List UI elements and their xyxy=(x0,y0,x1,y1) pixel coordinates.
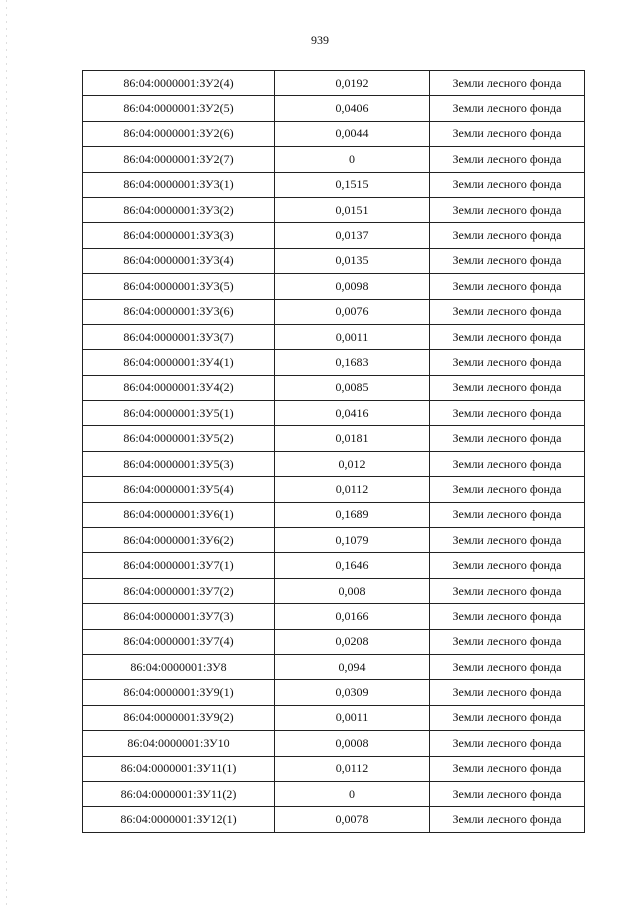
table-row xyxy=(83,375,585,400)
table-row xyxy=(83,578,585,603)
table-row xyxy=(83,71,585,96)
area-cell: 0,0076 xyxy=(275,299,430,324)
cadastral-number-cell: 86:04:0000001:ЗУ12(1) xyxy=(83,807,275,832)
area-cell: 0 xyxy=(275,781,430,806)
area-cell: 0,0166 xyxy=(275,604,430,629)
cadastral-number-cell: 86:04:0000001:ЗУ3(2) xyxy=(83,197,275,222)
cadastral-number-cell: 86:04:0000001:ЗУ3(1) xyxy=(83,172,275,197)
cadastral-number-cell: 86:04:0000001:ЗУ3(7) xyxy=(83,324,275,349)
table-body xyxy=(83,71,585,833)
cadastral-number-cell: 86:04:0000001:ЗУ5(3) xyxy=(83,451,275,476)
area-cell: 0 xyxy=(275,147,430,172)
land-category-cell: Земли лесного фонда xyxy=(430,401,585,426)
table-row xyxy=(83,781,585,806)
table-row xyxy=(83,121,585,146)
cadastral-number-cell: 86:04:0000001:ЗУ3(3) xyxy=(83,223,275,248)
land-plots-table xyxy=(82,70,585,833)
table-row xyxy=(83,654,585,679)
area-cell: 0,012 xyxy=(275,451,430,476)
cadastral-number-cell: 86:04:0000001:ЗУ2(5) xyxy=(83,96,275,121)
cadastral-number-cell: 86:04:0000001:ЗУ9(1) xyxy=(83,680,275,705)
table-row xyxy=(83,172,585,197)
area-cell: 0,0181 xyxy=(275,426,430,451)
table-row xyxy=(83,248,585,273)
cadastral-number-cell: 86:04:0000001:ЗУ2(7) xyxy=(83,147,275,172)
land-category-cell: Земли лесного фонда xyxy=(430,807,585,832)
cadastral-number-cell: 86:04:0000001:ЗУ5(4) xyxy=(83,477,275,502)
table-row xyxy=(83,477,585,502)
area-cell: 0,0011 xyxy=(275,324,430,349)
land-category-cell: Земли лесного фонда xyxy=(430,324,585,349)
cadastral-number-cell: 86:04:0000001:ЗУ3(4) xyxy=(83,248,275,273)
land-category-cell: Земли лесного фонда xyxy=(430,731,585,756)
area-cell: 0,0151 xyxy=(275,197,430,222)
area-cell: 0,0208 xyxy=(275,629,430,654)
table-row xyxy=(83,147,585,172)
land-category-cell: Земли лесного фонда xyxy=(430,756,585,781)
table-row xyxy=(83,197,585,222)
cadastral-number-cell: 86:04:0000001:ЗУ6(1) xyxy=(83,502,275,527)
table-row xyxy=(83,604,585,629)
area-cell: 0,1683 xyxy=(275,350,430,375)
cadastral-number-cell: 86:04:0000001:ЗУ5(2) xyxy=(83,426,275,451)
area-cell: 0,0135 xyxy=(275,248,430,273)
table-row xyxy=(83,324,585,349)
land-category-cell: Земли лесного фонда xyxy=(430,426,585,451)
land-category-cell: Земли лесного фонда xyxy=(430,578,585,603)
cadastral-number-cell: 86:04:0000001:ЗУ7(2) xyxy=(83,578,275,603)
area-cell: 0,0112 xyxy=(275,756,430,781)
table-row xyxy=(83,426,585,451)
table-row xyxy=(83,502,585,527)
cadastral-number-cell: 86:04:0000001:ЗУ4(1) xyxy=(83,350,275,375)
land-category-cell: Земли лесного фонда xyxy=(430,248,585,273)
land-category-cell: Земли лесного фонда xyxy=(430,705,585,730)
land-category-cell: Земли лесного фонда xyxy=(430,121,585,146)
area-cell: 0,0406 xyxy=(275,96,430,121)
table-row xyxy=(83,731,585,756)
area-cell: 0,1079 xyxy=(275,528,430,553)
land-category-cell: Земли лесного фонда xyxy=(430,96,585,121)
area-cell: 0,0044 xyxy=(275,121,430,146)
land-category-cell: Земли лесного фонда xyxy=(430,375,585,400)
land-category-cell: Земли лесного фонда xyxy=(430,350,585,375)
land-category-cell: Земли лесного фонда xyxy=(430,553,585,578)
land-category-cell: Земли лесного фонда xyxy=(430,629,585,654)
land-category-cell: Земли лесного фонда xyxy=(430,147,585,172)
land-category-cell: Земли лесного фонда xyxy=(430,781,585,806)
cadastral-number-cell: 86:04:0000001:ЗУ2(6) xyxy=(83,121,275,146)
cadastral-number-cell: 86:04:0000001:ЗУ10 xyxy=(83,731,275,756)
land-category-cell: Земли лесного фонда xyxy=(430,502,585,527)
land-category-cell: Земли лесного фонда xyxy=(430,654,585,679)
cadastral-number-cell: 86:04:0000001:ЗУ3(5) xyxy=(83,274,275,299)
area-cell: 0,0137 xyxy=(275,223,430,248)
cadastral-number-cell: 86:04:0000001:ЗУ9(2) xyxy=(83,705,275,730)
land-category-cell: Земли лесного фонда xyxy=(430,299,585,324)
area-cell: 0,0112 xyxy=(275,477,430,502)
table-row xyxy=(83,680,585,705)
table-row xyxy=(83,299,585,324)
area-cell: 0,0098 xyxy=(275,274,430,299)
land-category-cell: Земли лесного фонда xyxy=(430,604,585,629)
area-cell: 0,094 xyxy=(275,654,430,679)
cadastral-number-cell: 86:04:0000001:ЗУ3(6) xyxy=(83,299,275,324)
cadastral-number-cell: 86:04:0000001:ЗУ2(4) xyxy=(83,71,275,96)
table-row xyxy=(83,528,585,553)
area-cell: 0,0011 xyxy=(275,705,430,730)
table-row xyxy=(83,223,585,248)
area-cell: 0,0416 xyxy=(275,401,430,426)
area-cell: 0,008 xyxy=(275,578,430,603)
cadastral-number-cell: 86:04:0000001:ЗУ7(4) xyxy=(83,629,275,654)
land-category-cell: Земли лесного фонда xyxy=(430,197,585,222)
table-row xyxy=(83,756,585,781)
table-row xyxy=(83,705,585,730)
table-row xyxy=(83,629,585,654)
cadastral-number-cell: 86:04:0000001:ЗУ4(2) xyxy=(83,375,275,400)
area-cell: 0,1515 xyxy=(275,172,430,197)
table-row xyxy=(83,451,585,476)
area-cell: 0,0309 xyxy=(275,680,430,705)
table-row xyxy=(83,96,585,121)
table-row xyxy=(83,401,585,426)
land-category-cell: Земли лесного фонда xyxy=(430,71,585,96)
table-row xyxy=(83,553,585,578)
cadastral-number-cell: 86:04:0000001:ЗУ6(2) xyxy=(83,528,275,553)
area-cell: 0,0078 xyxy=(275,807,430,832)
cadastral-number-cell: 86:04:0000001:ЗУ7(3) xyxy=(83,604,275,629)
land-category-cell: Земли лесного фонда xyxy=(430,528,585,553)
cadastral-number-cell: 86:04:0000001:ЗУ7(1) xyxy=(83,553,275,578)
area-cell: 0,0192 xyxy=(275,71,430,96)
cadastral-number-cell: 86:04:0000001:ЗУ5(1) xyxy=(83,401,275,426)
area-cell: 0,1689 xyxy=(275,502,430,527)
area-cell: 0,0008 xyxy=(275,731,430,756)
area-cell: 0,0085 xyxy=(275,375,430,400)
cadastral-number-cell: 86:04:0000001:ЗУ11(1) xyxy=(83,756,275,781)
table-row xyxy=(83,807,585,832)
cadastral-number-cell: 86:04:0000001:ЗУ8 xyxy=(83,654,275,679)
land-category-cell: Земли лесного фонда xyxy=(430,477,585,502)
scan-margin-artifact xyxy=(6,0,7,905)
page-number: 939 xyxy=(311,33,329,47)
land-category-cell: Земли лесного фонда xyxy=(430,680,585,705)
area-cell: 0,1646 xyxy=(275,553,430,578)
table-row xyxy=(83,350,585,375)
land-category-cell: Земли лесного фонда xyxy=(430,172,585,197)
table-row xyxy=(83,274,585,299)
cadastral-number-cell: 86:04:0000001:ЗУ11(2) xyxy=(83,781,275,806)
land-category-cell: Земли лесного фонда xyxy=(430,274,585,299)
land-category-cell: Земли лесного фонда xyxy=(430,451,585,476)
land-category-cell: Земли лесного фонда xyxy=(430,223,585,248)
